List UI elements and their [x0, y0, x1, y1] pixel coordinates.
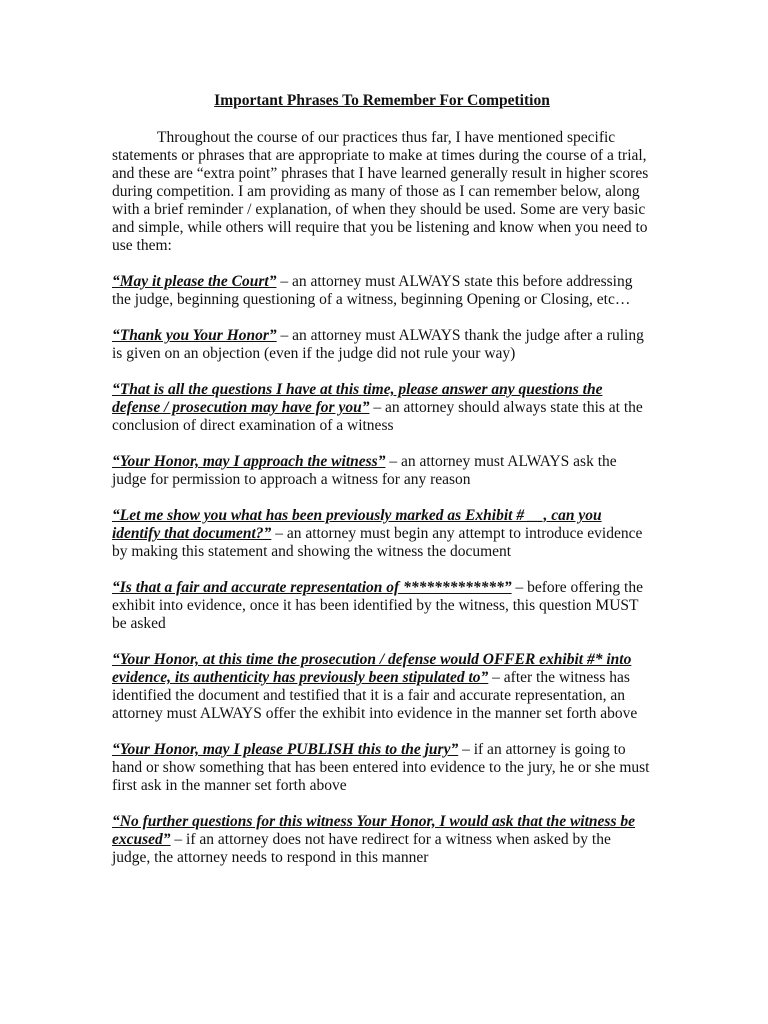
phrase-explanation: – an attorney must begin any attempt to introduce evidence by making this statement and showing the witness the document — [112, 525, 643, 560]
phrase-explanation: – if an attorney does not have redirect for a witness when asked by the judge, the attorney needs to respond in this manner — [112, 831, 611, 866]
document-page — [112, 92, 652, 885]
document-title: Important Phrases To Remember For Competition — [214, 92, 550, 109]
phrase-text: “Is that a fair and accurate representation of *************” — [112, 579, 512, 596]
phrase-explanation: – an attorney must ALWAYS state this before addressing the judge, beginning questioning of a witness, beginning Opening or Closing, etc… — [112, 273, 633, 308]
intro-paragraph: Throughout the course of our practices thus far, I have mentioned specific statements or phrases that are appropriate to make at times during the course of a trial, and these are “extra point” phrases that I have learned generally result in higher scores during competition. I am providing as many of those as I can remember below, along with a brief reminder / explanation, of when they should be used. Some are very basic and simple, while others will require that you be listening and know when you need to use them: — [112, 129, 649, 254]
phrase-text: “Thank you Your Honor” — [112, 327, 277, 344]
phrase-explanation: – before offering the exhibit into evidence, once it has been identified by the witness, this question MUST be asked — [112, 579, 643, 632]
phrase-entry-offer-exhibit — [112, 651, 652, 723]
phrase-entry-fair-accurate — [112, 579, 652, 633]
phrase-text: “Your Honor, at this time the prosecution / defense would OFFER exhibit #* into evidence, its authenticity has previously been stipulated to” — [112, 651, 632, 686]
phrase-text: “Your Honor, may I please PUBLISH this to the jury” — [112, 741, 459, 758]
phrase-entry-publish-jury — [112, 741, 652, 795]
phrase-explanation: – an attorney should always state this at the conclusion of direct examination of a witness — [112, 399, 643, 434]
phrase-entry-all-questions — [112, 381, 652, 435]
phrase-text: “Let me show you what has been previously marked as Exhibit # __, can you identify that document?” — [112, 507, 602, 542]
phrase-text: “That is all the questions I have at this time, please answer any questions the defense / prosecution may have for you” — [112, 381, 603, 416]
phrase-entry-approach-witness — [112, 453, 652, 489]
phrase-entry-may-it-please — [112, 273, 652, 309]
phrase-explanation: – an attorney must ALWAYS ask the judge for permission to approach a witness for any reason — [112, 453, 617, 488]
phrase-entry-show-exhibit — [112, 507, 652, 561]
phrase-text: “No further questions for this witness Your Honor, I would ask that the witness be excused” — [112, 813, 635, 848]
phrase-entry-thank-you — [112, 327, 652, 363]
phrase-text: “May it please the Court” — [112, 273, 277, 290]
phrase-explanation: – after the witness has identified the document and testified that it is a fair and accurate representation, an attorney must ALWAYS offer the exhibit into evidence in the manner set forth above — [112, 669, 638, 722]
phrase-explanation: – an attorney must ALWAYS thank the judge after a ruling is given on an objection (even if the judge did not rule your way) — [112, 327, 644, 362]
phrase-entry-no-further-questions — [112, 813, 652, 867]
phrase-text: “Your Honor, may I approach the witness” — [112, 453, 386, 470]
phrase-explanation: – if an attorney is going to hand or show something that has been entered into evidence to the jury, he or she must first ask in the manner set forth above — [112, 741, 650, 794]
